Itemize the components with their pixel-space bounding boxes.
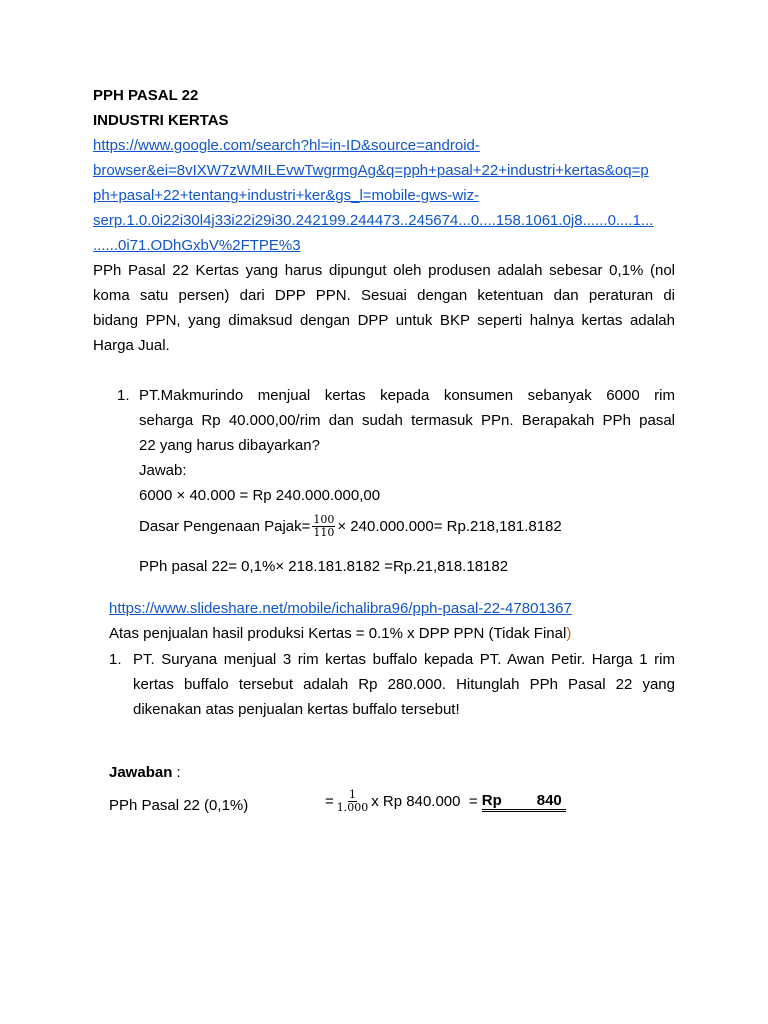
q2-fraction bbox=[336, 789, 370, 814]
q1-line-1: PT.Makmurindo menjual kertas kepada konsumen sebanyak 6000 rim bbox=[139, 387, 675, 404]
intro-line-4: Harga Jual. bbox=[93, 337, 170, 354]
google-link-line-1[interactable]: https://www.google.com/search?hl=in-ID&source=android- bbox=[93, 137, 480, 154]
q2-line-1: PT. Suryana menjual 3 rim kertas buffalo kepada PT. Awan Petir. Harga 1 rim bbox=[133, 651, 675, 668]
q2-calc-row bbox=[325, 789, 566, 814]
q1-answer-label: Jawab: bbox=[139, 462, 187, 479]
doc-title: PPH PASAL 22 bbox=[93, 87, 199, 104]
intro-line-3: bidang PPN, yang dimaksud dengan DPP untuk BKP seperti halnya kertas adalah bbox=[93, 312, 675, 329]
q1-dpp-fraction bbox=[312, 514, 335, 539]
q2-equals: = bbox=[325, 793, 334, 810]
q2-result bbox=[482, 792, 566, 812]
q2-number: 1. bbox=[109, 651, 122, 668]
q2-result-value: 840 bbox=[536, 791, 562, 809]
google-link-line-2[interactable]: browser&ei=8vIXW7zWMILEvwTwgrmgAg&q=pph+pasal+22+industri+kertas&oq=p bbox=[93, 162, 649, 179]
q1-line-2: seharga Rp 40.000,00/rim dan sudah termasuk PPn. Berapakah PPh pasal bbox=[139, 412, 675, 429]
q1-dpp-numerator: 100 bbox=[313, 513, 335, 526]
q2-result-rp: Rp bbox=[481, 791, 502, 809]
q2-calc-label: PPh Pasal 22 (0,1%) bbox=[109, 797, 249, 814]
q1-calc-line: 6000 × 40.000 = Rp 240.000.000,00 bbox=[139, 487, 381, 504]
q2-fraction-denominator: 1.000 bbox=[336, 801, 369, 814]
google-link-line-3[interactable]: ph+pasal+22+tentang+industri+ker&gs_l=mobile-gws-wiz- bbox=[93, 187, 480, 204]
q2-line-2: kertas buffalo tersebut adalah Rp 280.000. Hitunglah PPh Pasal 22 yang bbox=[133, 676, 675, 693]
intro-line-1: PPh Pasal 22 Kertas yang harus dipungut oleh produsen adalah sebesar 0,1% (nol bbox=[93, 262, 675, 279]
statement-close-paren: ) bbox=[566, 625, 572, 642]
q2-answer-colon: : bbox=[172, 764, 181, 781]
q1-dpp-label: Dasar Pengenaan Pajak= bbox=[139, 518, 311, 535]
q1-dpp-denominator: 110 bbox=[313, 526, 335, 539]
q1-number: 1. bbox=[117, 387, 130, 404]
intro-line-2: koma satu persen) dari DPP PPN. Sesuai dengan ketentuan dan peraturan di bbox=[93, 287, 675, 304]
google-link-line-4[interactable]: serp.1.0.0i22i30l4j33i22i29i30.242199.244473..245674...0....158.1061.0j8......0....1... bbox=[93, 212, 654, 229]
q1-dpp-rest: × 240.000.000= Rp.218,181.8182 bbox=[337, 518, 562, 535]
google-link-line-5[interactable]: ......0i71.ODhGxbV%2FTPE%3 bbox=[93, 237, 301, 254]
statement-text: Atas penjualan hasil produksi Kertas = 0.1% x DPP PPN (Tidak Final bbox=[109, 625, 567, 642]
q1-dpp-row bbox=[139, 514, 562, 539]
q2-line-3: dikenakan atas penjualan kertas buffalo tersebut! bbox=[133, 701, 460, 718]
q1-line-3: 22 yang harus dibayarkan? bbox=[139, 437, 320, 454]
q2-calc-mid: x Rp 840.000 = bbox=[371, 793, 482, 810]
doc-subtitle: INDUSTRI KERTAS bbox=[93, 112, 229, 129]
q2-fraction-numerator: 1 bbox=[349, 788, 357, 801]
q2-answer-label: Jawaban bbox=[109, 764, 173, 781]
slideshare-link[interactable]: https://www.slideshare.net/mobile/ichalibra96/pph-pasal-22-47801367 bbox=[109, 600, 572, 617]
q1-pph-line: PPh pasal 22= 0,1%× 218.181.8182 =Rp.21,818.18182 bbox=[139, 558, 509, 575]
statement-line bbox=[109, 625, 571, 642]
q2-answer-label-row bbox=[109, 764, 181, 781]
